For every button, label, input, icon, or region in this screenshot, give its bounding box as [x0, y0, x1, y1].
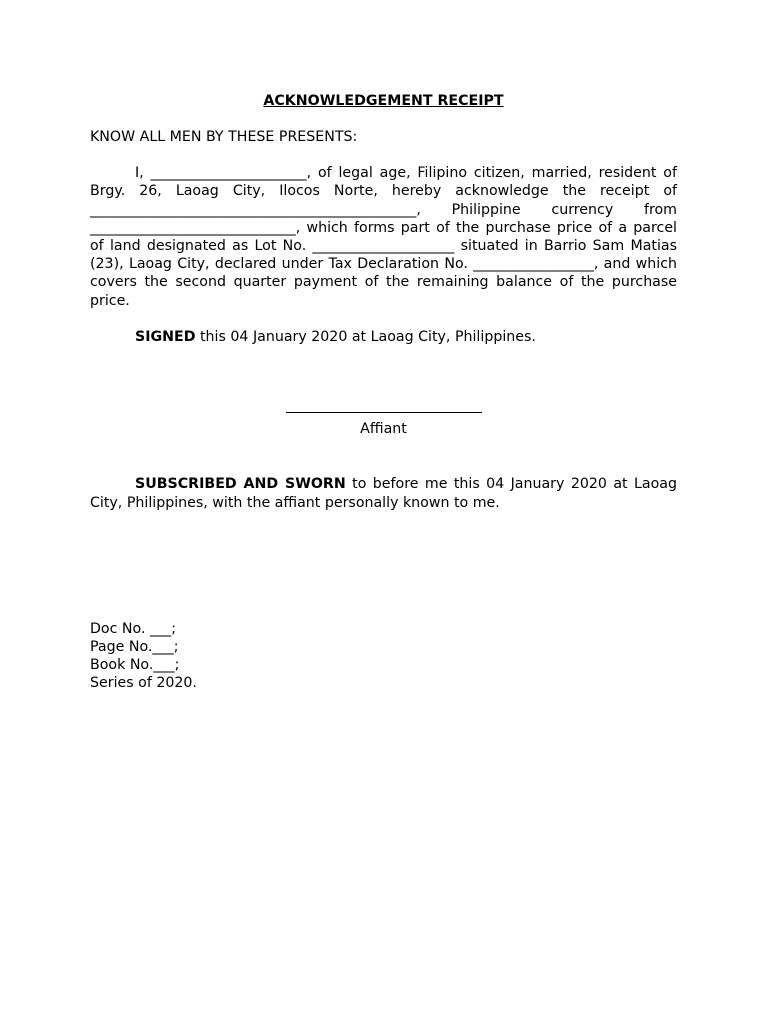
signed-text: this 04 January 2020 at Laoag City, Philippines.	[195, 328, 536, 345]
series: Series of 2020.	[90, 675, 197, 692]
sworn-text: to before me this 04 January 2020 at Laoag City, Philippines, with the affiant personally known to me.	[90, 476, 677, 511]
sworn-label: SUBSCRIBED AND SWORN	[135, 476, 346, 493]
document-title: ACKNOWLEDGEMENT RECEIPT	[263, 93, 504, 109]
document-page	[90, 92, 677, 693]
book-no: Book No.___;	[90, 657, 180, 674]
doc-no: Doc No. ___;	[90, 620, 177, 637]
signed-statement	[90, 328, 677, 346]
body-paragraph: I, ______________________, of legal age, Filipino citizen, married, resident of Brgy. 26, Laoag City, Ilocos Norte, hereby acknowledge the receipt of ______________________________________________, Philippine currency from _____________________________, which forms part of the purchase price of a parcel of land designated as Lot No. ____________________ situated in Barrio Sam Matias (23), Laoag City, declared under Tax Declaration No. _________________, and which covers the second quarter payment of the remaining balance of the purchase price.	[90, 165, 677, 309]
signature-line	[286, 412, 482, 413]
signed-label: SIGNED	[135, 328, 196, 345]
sworn-statement	[90, 475, 677, 511]
affiant-label: Affiant	[360, 421, 407, 438]
notarial-register	[90, 620, 677, 693]
salutation: KNOW ALL MEN BY THESE PRESENTS:	[90, 129, 358, 145]
page-no: Page No.___;	[90, 639, 179, 656]
affiant-signature-block	[90, 402, 677, 438]
